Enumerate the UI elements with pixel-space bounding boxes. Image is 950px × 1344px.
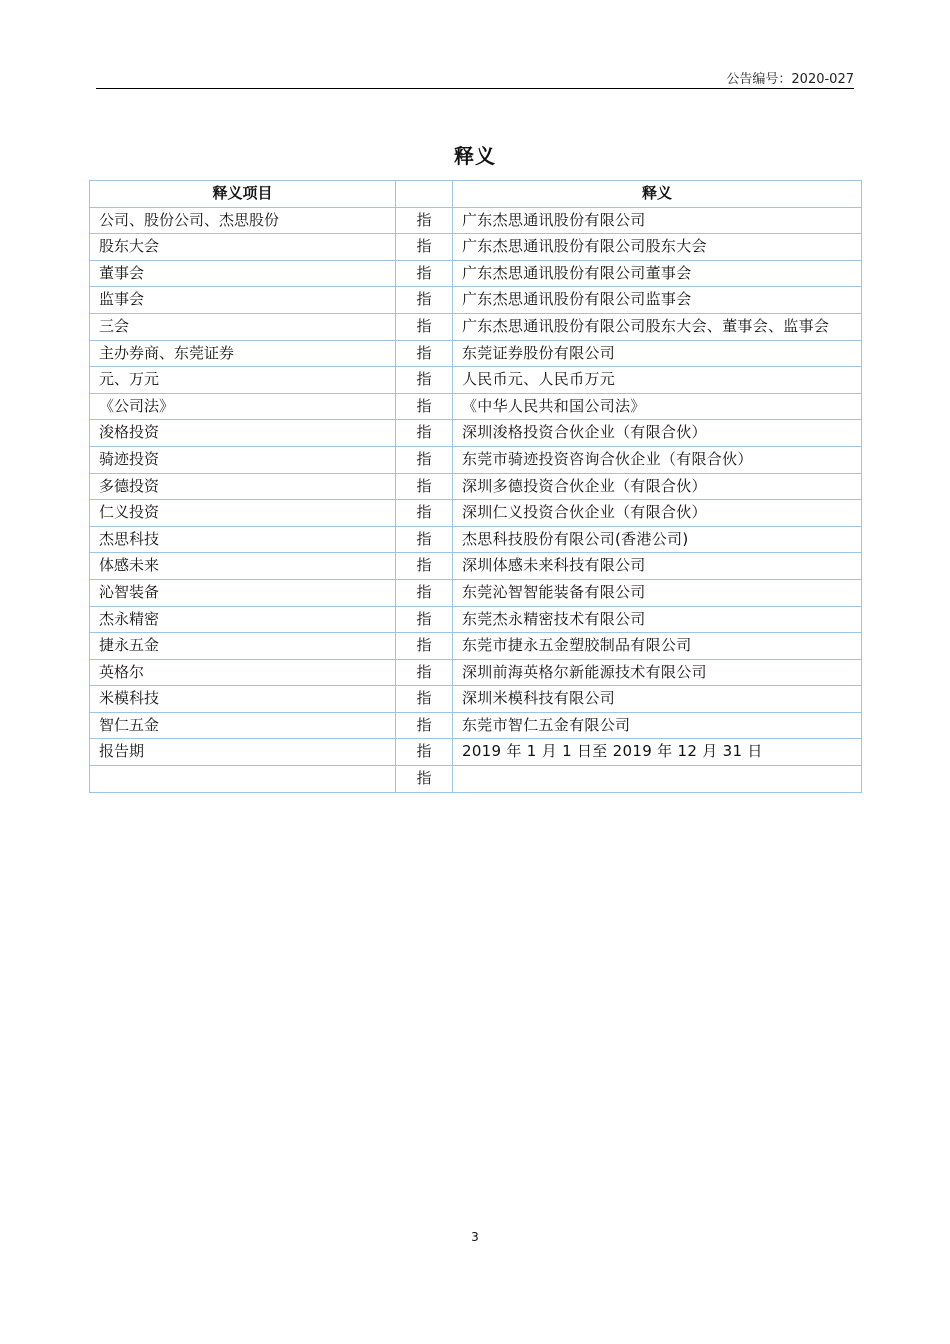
definition-cell: 东莞市智仁五金有限公司 — [453, 712, 862, 739]
definition-cell: 广东杰思通讯股份有限公司股东大会 — [453, 234, 862, 261]
term-cell: 捷永五金 — [90, 633, 396, 660]
definitions-table — [89, 180, 862, 793]
table-row — [90, 553, 862, 580]
table-row — [90, 367, 862, 394]
definition-cell: 广东杰思通讯股份有限公司董事会 — [453, 260, 862, 287]
term-cell — [90, 766, 396, 793]
term-cell: 多德投资 — [90, 473, 396, 500]
refer-cell: 指 — [396, 686, 453, 713]
refer-cell: 指 — [396, 420, 453, 447]
definition-cell — [453, 766, 862, 793]
refer-cell: 指 — [396, 313, 453, 340]
refer-cell: 指 — [396, 739, 453, 766]
table-row — [90, 207, 862, 234]
term-cell: 公司、股份公司、杰思股份 — [90, 207, 396, 234]
refer-cell: 指 — [396, 446, 453, 473]
term-cell: 监事会 — [90, 287, 396, 314]
term-cell: 英格尔 — [90, 659, 396, 686]
definition-cell: 东莞市骑迹投资咨询合伙企业（有限合伙） — [453, 446, 862, 473]
definition-cell: 2019 年 1 月 1 日至 2019 年 12 月 31 日 — [453, 739, 862, 766]
definition-cell: 广东杰思通讯股份有限公司 — [453, 207, 862, 234]
refer-cell: 指 — [396, 633, 453, 660]
definition-cell: 深圳多德投资合伙企业（有限合伙） — [453, 473, 862, 500]
definition-cell: 《中华人民共和国公司法》 — [453, 393, 862, 420]
table-row — [90, 712, 862, 739]
header-term: 释义项目 — [90, 181, 396, 208]
table-row — [90, 473, 862, 500]
table-row — [90, 659, 862, 686]
term-cell: 报告期 — [90, 739, 396, 766]
refer-cell: 指 — [396, 766, 453, 793]
definition-cell: 广东杰思通讯股份有限公司监事会 — [453, 287, 862, 314]
definition-cell: 深圳体感未来科技有限公司 — [453, 553, 862, 580]
refer-cell: 指 — [396, 367, 453, 394]
term-cell: 《公司法》 — [90, 393, 396, 420]
table-row — [90, 526, 862, 553]
definition-cell: 杰思科技股份有限公司(香港公司) — [453, 526, 862, 553]
definition-cell: 东莞沁智智能装备有限公司 — [453, 579, 862, 606]
table-row — [90, 606, 862, 633]
refer-cell: 指 — [396, 234, 453, 261]
header-divider — [96, 88, 854, 89]
refer-cell: 指 — [396, 393, 453, 420]
refer-cell: 指 — [396, 553, 453, 580]
refer-cell: 指 — [396, 659, 453, 686]
refer-cell: 指 — [396, 340, 453, 367]
definition-cell: 深圳仁义投资合伙企业（有限合伙） — [453, 500, 862, 527]
refer-cell: 指 — [396, 500, 453, 527]
term-cell: 股东大会 — [90, 234, 396, 261]
definition-cell: 东莞市捷永五金塑胶制品有限公司 — [453, 633, 862, 660]
table-row — [90, 340, 862, 367]
term-cell: 董事会 — [90, 260, 396, 287]
table-row — [90, 287, 862, 314]
definition-cell: 东莞证券股份有限公司 — [453, 340, 862, 367]
page-title: 释义 — [454, 144, 496, 168]
table-row — [90, 739, 862, 766]
refer-cell: 指 — [396, 473, 453, 500]
table-row — [90, 579, 862, 606]
definition-cell: 人民币元、人民币万元 — [453, 367, 862, 394]
term-cell: 元、万元 — [90, 367, 396, 394]
term-cell: 浚格投资 — [90, 420, 396, 447]
refer-cell: 指 — [396, 526, 453, 553]
term-cell: 骑迹投资 — [90, 446, 396, 473]
refer-cell: 指 — [396, 579, 453, 606]
table-row — [90, 766, 862, 793]
header-definition: 释义 — [453, 181, 862, 208]
refer-cell: 指 — [396, 207, 453, 234]
term-cell: 沁智装备 — [90, 579, 396, 606]
term-cell: 智仁五金 — [90, 712, 396, 739]
definition-cell: 东莞杰永精密技术有限公司 — [453, 606, 862, 633]
table-row — [90, 446, 862, 473]
table-row — [90, 234, 862, 261]
header-refer — [396, 181, 453, 208]
table-body — [90, 207, 862, 792]
table-header-row — [90, 181, 862, 208]
definition-cell: 广东杰思通讯股份有限公司股东大会、董事会、监事会 — [453, 313, 862, 340]
term-cell: 体感未来 — [90, 553, 396, 580]
definition-cell: 深圳米模科技有限公司 — [453, 686, 862, 713]
table-row — [90, 500, 862, 527]
table-row — [90, 393, 862, 420]
definition-cell: 深圳浚格投资合伙企业（有限合伙） — [453, 420, 862, 447]
refer-cell: 指 — [396, 260, 453, 287]
table-row — [90, 313, 862, 340]
term-cell: 仁义投资 — [90, 500, 396, 527]
table-row — [90, 420, 862, 447]
table-row — [90, 260, 862, 287]
table-row — [90, 686, 862, 713]
refer-cell: 指 — [396, 287, 453, 314]
term-cell: 主办券商、东莞证券 — [90, 340, 396, 367]
term-cell: 杰永精密 — [90, 606, 396, 633]
announcement-number: 公告编号：2020-027 — [726, 72, 854, 87]
definition-cell: 深圳前海英格尔新能源技术有限公司 — [453, 659, 862, 686]
term-cell: 杰思科技 — [90, 526, 396, 553]
refer-cell: 指 — [396, 712, 453, 739]
refer-cell: 指 — [396, 606, 453, 633]
page-number: 3 — [471, 1230, 479, 1244]
term-cell: 米模科技 — [90, 686, 396, 713]
term-cell: 三会 — [90, 313, 396, 340]
table-row — [90, 633, 862, 660]
